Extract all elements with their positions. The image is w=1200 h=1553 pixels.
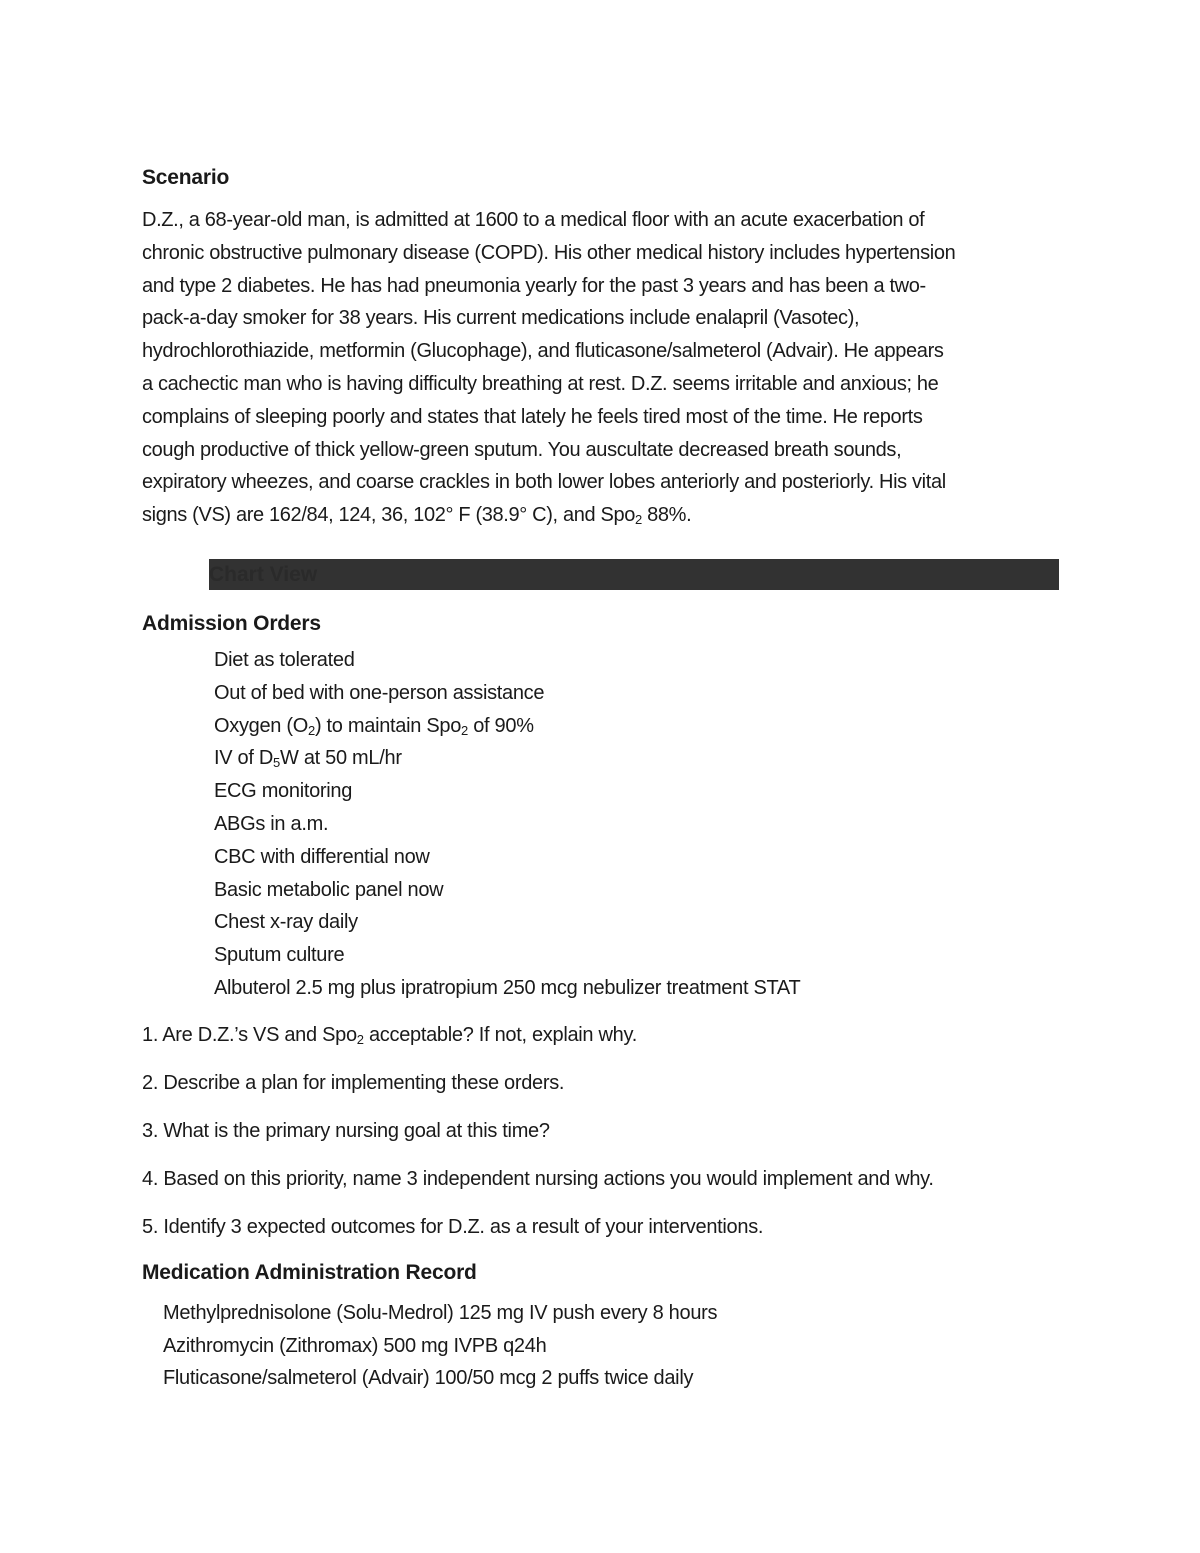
document-page — [142, 164, 1062, 1395]
order-item: Sputum culture — [214, 944, 345, 967]
scenario-line: hydrochlorothiazide, metformin (Glucophage), and fluticasone/salmeterol (Advair). He appears — [142, 340, 944, 363]
scenario-line: and type 2 diabetes. He has had pneumonia yearly for the past 3 years and has been a two- — [142, 274, 926, 297]
mar-item: Azithromycin (Zithromax) 500 mg IVPB q24h — [163, 1334, 547, 1357]
vitals-text: signs (VS) are 162/84, 124, 36, 102° F (38.9° C), and Spo — [142, 504, 636, 527]
order-text: IV of D — [214, 747, 274, 770]
order-item: Chest x-ray daily — [214, 911, 358, 934]
subscript: 2 — [461, 722, 468, 738]
order-item: Basic metabolic panel now — [214, 878, 444, 901]
scenario-heading: Scenario — [142, 166, 230, 189]
order-text: Oxygen (O — [214, 714, 308, 737]
question-4: 4. Based on this priority, name 3 independent nursing actions you would implement and why. — [142, 1167, 934, 1190]
order-item: CBC with differential now — [214, 845, 430, 868]
scenario-line: complains of sleeping poorly and states that lately he feels tired most of the time. He reports — [142, 405, 923, 428]
subscript: 5 — [273, 755, 280, 771]
order-text: ) to maintain Spo — [314, 714, 462, 737]
order-item-oxygen — [214, 710, 1062, 743]
question-5: 5. Identify 3 expected outcomes for D.Z. as a result of your interventions. — [142, 1215, 764, 1238]
scenario-line: D.Z., a 68-year-old man, is admitted at 1600 to a medical floor with an acute exacerbation of — [142, 209, 925, 231]
mar-item: Fluticasone/salmeterol (Advair) 100/50 mcg 2 puffs twice daily — [163, 1367, 694, 1390]
question-1 — [142, 1019, 1062, 1051]
scenario-line-vitals — [142, 499, 1062, 532]
subscript: 2 — [635, 512, 642, 528]
subscript: 2 — [356, 1031, 364, 1047]
vitals-text-end: 88%. — [641, 504, 692, 527]
order-text: W at 50 mL/hr — [279, 747, 402, 770]
order-item: Diet as tolerated — [214, 648, 355, 671]
order-item: Out of bed with one-person assistance — [214, 681, 545, 704]
scenario-line: pack-a-day smoker for 38 years. His current medications include enalapril (Vasotec), — [142, 307, 860, 330]
mar-item: Methylprednisolone (Solu-Medrol) 125 mg IV push every 8 hours — [163, 1301, 718, 1324]
scenario-line: chronic obstructive pulmonary disease (COPD). His other medical history includes hypertension — [142, 241, 956, 264]
chart-view-bar[interactable] — [209, 559, 1059, 590]
order-item: ECG monitoring — [214, 780, 353, 803]
question-text: 1. Are D.Z.’s VS and Spo — [142, 1023, 357, 1046]
question-2: 2. Describe a plan for implementing these orders. — [142, 1071, 565, 1094]
mar-list — [142, 1297, 1062, 1395]
order-item: Albuterol 2.5 mg plus ipratropium 250 mcg nebulizer treatment STAT — [214, 976, 801, 999]
question-3: 3. What is the primary nursing goal at this time? — [142, 1119, 550, 1142]
chart-view-label: Chart View — [209, 562, 318, 586]
scenario-line: a cachectic man who is having difficulty breathing at rest. D.Z. seems irritable and anxious; he — [142, 372, 939, 395]
order-text: of 90% — [467, 714, 534, 737]
question-text: acceptable? If not, explain why. — [363, 1023, 637, 1046]
mar-heading: Medication Administration Record — [142, 1260, 477, 1284]
admission-orders-list — [142, 644, 1062, 1005]
scenario-line: expiratory wheezes, and coarse crackles in both lower lobes anteriorly and posteriorly. His vital — [142, 471, 946, 494]
subscript: 2 — [308, 722, 315, 738]
admission-orders-heading: Admission Orders — [142, 611, 321, 635]
questions-list — [142, 1019, 1062, 1243]
order-item: ABGs in a.m. — [214, 812, 329, 835]
order-item-iv — [214, 742, 1062, 775]
scenario-paragraph — [142, 204, 1062, 532]
scenario-line: cough productive of thick yellow-green sputum. You auscultate decreased breath sounds, — [142, 438, 902, 461]
